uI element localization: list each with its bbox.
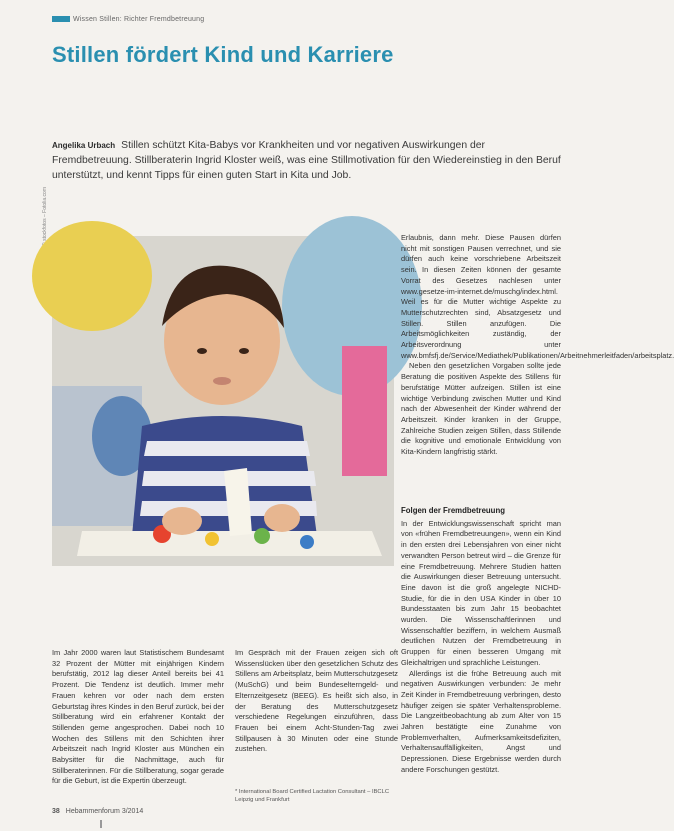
paragraph: Allerdings ist die frühe Betreuung auch mit negativen Auswirkungen verbunden: Je mehr Zeit Kinder in Fremdbetreuung verbringen, desto häufiger zeigen sie später Verhaltensprobleme. Die Langzeitbeobachtung ab zum Alter von 15 Jahren bestätigte eine Zunahme von Problemverhalten, Aufmerksamkeitsdefiziten, Verhaltensauffälligkeiten, Angst und Depressionen. Diese Ergebnisse werden durch andere Forschungen gestützt. [401,668,561,774]
column-right-bottom [401,500,561,776]
column-left [52,648,224,787]
photo-credit: © stockfotos – Fotolia.com [42,187,48,246]
author-name: Angelika Urbach [52,141,116,150]
baby-puzzle-illustration [52,236,394,566]
paragraph: In der Entwicklungswissenschaft spricht man von «frühen Fremdbetreuungen», wenn ein Kind in den ersten drei Lebensjahren von einer nicht verwandten Person betreut wird – die Grenze für eine Fremdbetreuung. Mehrere Studien hatten die Auswirkungen dieser Betreuung untersucht. Eine davon ist die groß angelegte NICHD-Studie, für die in den USA Kinder in über 10 Bundesstaaten bis zum Jahr 15 beobachtet wurden. Die Wissenschaftlerinnen und Wissenschaftler beziffern, in welchem Ausmaß deutlichen Nutzen der Fremdbetreuung in Gruppen für einen besseren Umgang mit Gleichaltrigen und sprachliche Leistungen. [401,518,561,667]
paragraph: Im Jahr 2000 waren laut Statistischem Bundesamt 32 Prozent der Mütter mit einjährigen Kindern berufstätig, 2012 lag dieser Anteil bereits bei 41 Prozent. Die Tendenz ist deutlich. Immer mehr Frauen kehren vor oder nach dem ersten Geburtstag ihres Kindes in den Beruf zurück, bei der Stillberatung wird ein erfahrener Kontakt der Stillenden gerne angesprochen. Dabei noch 10 Wochen des Stillens mit den Schichten ihrer Arbeitszeit nach Ingrid Kloster aus München ein Babysitter für die Nachmittage, auch für Stillberaterinnen. Für die Stillberatung, sogar gerade für die Geburt, ist die Expertin überzeugt. [52,648,224,786]
paragraph: Erlaubnis, dann mehr. Diese Pausen dürfen nicht mit sonstigen Pausen verrechnet, und sie dürfen auch keine vorschriebene Arbeitszeit sein. In diesen Zeiten können der gesamte Vorrat des Gesetzes nachlesen unter www.gesetze-im-internet.de/muschg/index.html. Weil es für die Mutter wichtige Aspekte zu Mutterschutzrechten sind, Absatzgesetz und Stillen. Stillen anzufügen. Die Arbeitsmöglichkeiten zuständig, der Arbeitsverordnung unter www.bmfsfj.de/Service/Mediathek/Publikationen/Arbeitnehmerleitfaden/arbeitsplatz. [401,233,674,360]
kicker-bar [52,16,70,22]
column-right-top [401,233,674,458]
paragraph: Im Gespräch mit der Frauen zeigen sich oft Wissenslücken über den gesetzlichen Schutz des Stillens am Arbeitsplatz, beim Mutterschutzgesetz (MuSchG) und beim Bundeselterngeld- und Elternzeitgesetz (BEEG). Es heißt sich also, in der Beratung des Mutterschutzgesetz verschiedene Regelungen einzuführen, dass Frauen bei einem Acht-Stunden-Tag zwei Stillpausen à 30 Minuten oder eine Stunde zustehen. [235,648,398,754]
article-photo [52,236,394,566]
column-middle [235,648,398,755]
kicker-text: Wissen Stillen: Richter Fremdbetreuung [73,16,205,23]
journal-name: Hebammenforum 3/2014 [65,808,144,815]
page-number: 38 [52,808,60,815]
paragraph: Neben den gesetzlichen Vorgaben sollte jede Beratung die positiven Aspekte des Stillens für berufstätige Mütter aufzeigen. Stillen ist eine wichtige Verbindung zwischen Mutter und Kind nach der Abwesenheit der Kinder während der Arbeitszeit. Kinder kranken in der Gruppe, Zahlreiche Studien zeigen Stillen, dass Stillende die kognitive und emotionale Entwicklung von Kita-Kindern langfristig stärkt. [401,361,561,457]
lead-text: Stillen schützt Kita-Babys vor Krankheiten und vor negativen Auswirkungen der Fremdbetreuung. Stillberaterin Ingrid Kloster weiß, was eine Stillmotivation für den Wiedereinstieg in den Beruf unterstützt, und kennt Tipps für einen guten Start in Kita und Job. [52,140,561,181]
divider [100,820,102,828]
page-footer [52,808,143,815]
article-lead [52,138,562,183]
section-heading: Folgen der Fremdbetreuung [401,506,505,515]
footnote: * International Board Certified Lactation Consultant – IBCLC Leipzig und Frankfurt [235,789,390,803]
section-kicker [52,16,204,23]
article-title: Stillen fördert Kind und Karriere [52,42,394,67]
